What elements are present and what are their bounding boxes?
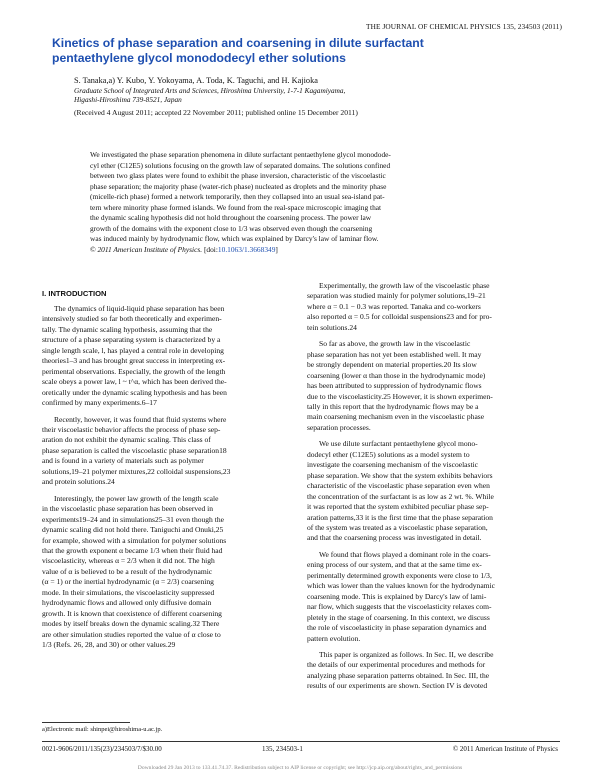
body-line: Interestingly, the power law growth of the length scale: [54, 493, 219, 503]
body-line: coarsening (lower α than those in the hydrodynamic mode): [307, 370, 486, 380]
body-line: and that the coarsening process was investigated in detail.: [307, 533, 482, 543]
body-line: the role of viscoelasticity in phase separation dynamics and: [307, 623, 487, 633]
body-line: So far as above, the growth law in the viscoelastic: [319, 339, 471, 349]
body-line: mode. In their simulations, the viscoelasticity suppressed: [42, 587, 215, 597]
abstract: [90, 150, 508, 255]
body-line: ening process of our system, and that at the same time ex-: [307, 560, 482, 570]
body-line: tally in this report that the hydrodynamic flows may be a: [307, 401, 479, 411]
body-line: modes by itself breaks down the dynamic scaling.32 There: [42, 619, 220, 629]
body-line: aration patterns,33 it is the first time that the phase separation: [307, 512, 493, 522]
abstract-line: phase separation; the majority phase (water-rich phase) nucleated as droplets and the minority phase: [90, 181, 387, 191]
footer-copyright: © 2011 American Institute of Physics: [452, 745, 558, 753]
body-line: This paper is organized as follows. In Sec. II, we describe: [319, 649, 494, 659]
body-line: phase separation has not yet been established well. It may: [307, 349, 482, 359]
affiliation-line: Higashi-Hiroshima 739-8521, Japan: [74, 95, 182, 105]
body-line: pletely in the stage of coarsening. In this context, we discuss: [307, 612, 490, 622]
column-right: [307, 281, 559, 692]
body-line: 1/3 (Refs. 26, 28, and 30) or other values.29: [42, 640, 176, 650]
body-line: due to the viscoelasticity.25 However, it is shown experimen-: [307, 391, 493, 401]
body-line: be strongly dependent on material properties.20 Its slow: [307, 360, 477, 370]
body-line: coarsening mode. This is explained by Darcy's law of lami-: [307, 591, 487, 601]
article-title: [52, 36, 552, 65]
abstract-line: between two glass plates were found to exhibit the phase inversion, characteristic of the viscoelastic: [90, 171, 386, 180]
body-line: scale obeys a power law, l ~ t^α, which has been derived the-: [42, 377, 227, 387]
download-notice: Downloaded 29 Jan 2013 to 133.41.74.37. Redistribution subject to AIP license or copyright; see http://jcp.aip.org/about/rights_and_permissions: [137, 765, 463, 771]
body-line: results of our experiments are shown. Section IV is devoted: [307, 681, 488, 691]
section-heading: I. INTRODUCTION: [42, 289, 107, 298]
body-line: are other simulation studies reported the value of α close to: [42, 629, 221, 639]
copyright-text: © 2011 American Institute of Physics.: [90, 244, 203, 254]
abstract-copyright-line: [90, 245, 508, 256]
body-line: in the viscoelastic phase separation has been observed in: [42, 504, 214, 514]
abstract-line: was induced mainly by hydrodynamic flow, which was explained by Darcy's law of laminar flow.: [90, 234, 379, 243]
column-left: [42, 304, 294, 651]
body-line: value of α is believed to be a result of the hydrodynamic: [42, 566, 213, 576]
received-dates: (Received 4 August 2011; accepted 22 November 2011; published online 15 December 2011): [74, 108, 358, 117]
body-line: analyzing phase separation patterns obtained. In Sec. III, the: [307, 670, 490, 680]
body-line: it was reported that the system exhibited peculiar phase sep-: [307, 502, 489, 512]
abstract-line: cyl ether (C12E5) solutions focusing on the growth law of separated domains. The solutions confined: [90, 160, 391, 170]
author-footnote: a)Electronic mail: shinpei@hiroshima-u.ac.jp.: [42, 726, 163, 733]
footnote-divider: [42, 722, 130, 723]
author-list: S. Tanaka,a) Y. Kubo, Y. Yokoyama, A. Toda, K. Taguchi, and H. Kajioka: [74, 76, 318, 85]
abstract-line: tern where minority phase formed islands. We found from the real-space microscopic imaging that: [90, 202, 382, 212]
doi-link[interactable]: 10.1063/1.3668349: [217, 244, 276, 254]
body-line: Recently, however, it was found that fluid systems where: [54, 414, 227, 424]
body-line: Experimentally, the growth law of the viscoelastic phase: [319, 281, 490, 290]
body-line: and protein solutions.24: [42, 477, 115, 487]
body-line: nar flow, which suggests that the viscoelasticity relaxes com-: [307, 602, 492, 612]
body-line: the details of our experimental procedures and methods for: [307, 660, 486, 670]
body-line: the concentration of the surfactant is as low as 2 wt. %. While: [307, 491, 494, 501]
body-line: intensively studied so far both theoretically and experimen-: [42, 314, 222, 324]
affiliation-line: Graduate School of Integrated Arts and Sciences, Hiroshima University, 1-7-1 Kagamiyama,: [74, 86, 346, 95]
abstract-line: growth of the domains with the exponent close to 1/3 was observed even though the coarsening: [90, 223, 373, 233]
running-header: THE JOURNAL OF CHEMICAL PHYSICS 135, 234503 (2011): [366, 22, 562, 31]
body-line: characteristic of the viscoelastic phase separation even when: [307, 481, 490, 491]
doi-suffix: ]: [275, 244, 278, 254]
body-line: perimental observations. Especially, the growth of the length: [42, 366, 226, 376]
body-line: The dynamics of liquid-liquid phase separation has been: [54, 304, 225, 313]
body-line: for example, showed with a simulation for polymer solutions: [42, 535, 227, 545]
title-line: pentaethylene glycol monododecyl ether solutions: [52, 50, 346, 65]
affiliation: [74, 86, 345, 104]
body-line: which was lower than the values known for the hydrodynamic: [307, 581, 495, 591]
body-line: confirmed by many experiments.6–17: [42, 398, 157, 408]
footer-issn: 0021-9606/2011/135(23)/234503/7/$30.00: [42, 745, 162, 753]
abstract-line: the dynamic scaling hypothesis did not hold throughout the coarsening process. The power law: [90, 213, 372, 222]
body-line: phase separation. We show that the system exhibits behaviors: [307, 470, 493, 480]
title-line: Kinetics of phase separation and coarsening in dilute surfactant: [52, 36, 424, 50]
body-line: separation processes.: [307, 422, 371, 432]
body-line: hydrodynamic flows and allowed only diffusive domain: [42, 598, 212, 608]
body-line: solutions,19–21 polymer mixtures,22 colloidal suspensions,23: [42, 466, 231, 476]
body-line: of the system was treated as a viscoelastic phase separation,: [307, 522, 488, 532]
body-line: perimentally determined growth exponents were close to 1/3,: [307, 570, 492, 580]
body-line: dodecyl ether (C12E5) solutions as a model system to: [307, 449, 470, 459]
doi-prefix: [doi:: [203, 244, 218, 254]
abstract-line: We investigated the phase separation phenomena in dilute surfactant pentaethylene glycol monodode-: [90, 150, 391, 159]
body-line: single length scale, l, has played a central role in developing: [42, 345, 224, 355]
body-line: pattern evolution.: [307, 633, 361, 643]
footer-page-number: 135, 234503-1: [262, 745, 303, 753]
body-line: oretically under the dynamic scaling hypothesis and has been: [42, 387, 227, 397]
footer-divider: [42, 741, 560, 742]
body-line: We use dilute surfactant pentaethylene glycol mono-: [319, 439, 478, 449]
body-line: experiments19–24 and in simulations25–31 even though the: [42, 514, 224, 524]
body-line: tein solutions.24: [307, 322, 357, 332]
body-line: that the growth exponent α became 1/3 when their fluid had: [42, 545, 223, 555]
body-line: and is found in a variety of materials such as polymer: [42, 456, 204, 466]
body-line: their viscoelastic behavior affects the process of phase sep-: [42, 424, 221, 434]
body-line: where α = 0.1 − 0.3 was reported. Tanaka and co-workers: [307, 301, 481, 311]
body-line: tally. The dynamic scaling hypothesis, assuming that the: [42, 324, 213, 334]
body-line: viscoelasticity, whereas α = 2/3 when it did not. The high: [42, 556, 215, 566]
abstract-line: (micelle-rich phase) formed a network temporarily, then they collapsed into an usual sea-island pat-: [90, 192, 385, 201]
body-line: (α = 1) or the inertial hydrodynamic (α = 2/3) coarsening: [42, 577, 214, 587]
body-line: phase separation is called the viscoelastic phase separation18: [42, 445, 227, 455]
body-line: main coarsening mechanism even in the viscoelastic phase: [307, 412, 485, 422]
body-line: also reported α = 0.5 for colloidal suspensions23 and for pro-: [307, 312, 492, 322]
body-line: aration do not exhibit the dynamic scaling. This class of: [42, 435, 211, 445]
body-line: dynamic scaling did not hold there. Taniguchi and Onuki,25: [42, 525, 224, 535]
body-line: investigate the coarsening mechanism of the viscoelastic: [307, 460, 479, 470]
body-line: theories1–3 and has brought great success in interpreting ex-: [42, 356, 226, 366]
body-line: separation was studied mainly for polymer solutions,19–21: [307, 291, 486, 301]
body-line: We found that flows played a dominant role in the coars-: [319, 549, 491, 559]
body-line: has been attributed to suppression of hydrodynamic flows: [307, 381, 482, 391]
body-line: structure of a phase separating system is characterized by a: [42, 335, 221, 345]
body-line: growth. It is known that coexistence of different coarsening: [42, 608, 222, 618]
